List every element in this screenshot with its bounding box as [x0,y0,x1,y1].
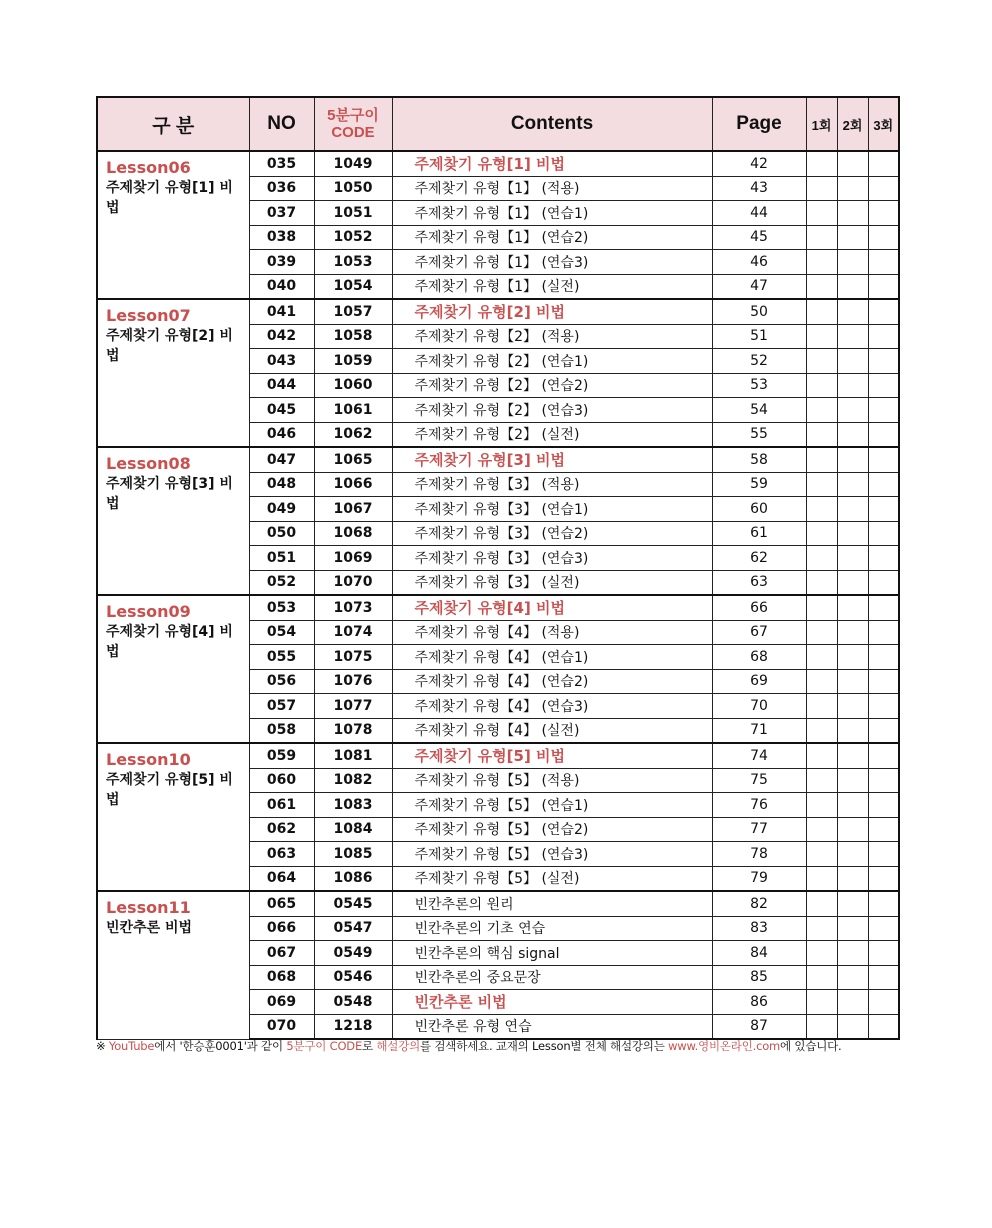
row-content: 빈칸추론의 핵심 signal [392,941,712,966]
round-2-checkbox[interactable] [837,250,868,275]
row-code: 1085 [314,842,392,867]
lesson-title: 주제찾기 유형[1] 비법 [106,180,233,216]
row-content: 주제찾기 유형【5】 (연습3) [392,842,712,867]
round-3-checkbox[interactable] [868,669,899,694]
row-code: 1052 [314,225,392,250]
row-page: 63 [712,570,806,595]
lesson-cell [97,891,249,1039]
round-3-checkbox[interactable] [868,842,899,867]
row-code: 1054 [314,274,392,299]
row-code: 1078 [314,718,392,743]
round-2-checkbox[interactable] [837,743,868,768]
round-1-checkbox[interactable] [806,299,837,324]
round-1-checkbox[interactable] [806,842,837,867]
header-page: Page [712,97,806,151]
round-3-checkbox[interactable] [868,768,899,793]
round-2-checkbox[interactable] [837,990,868,1015]
row-code: 0545 [314,891,392,916]
row-code: 1074 [314,620,392,645]
row-page: 58 [712,447,806,472]
round-1-checkbox[interactable] [806,497,837,522]
row-content: 주제찾기 유형[4] 비법 [392,595,712,620]
round-1-checkbox[interactable] [806,398,837,423]
round-1-checkbox[interactable] [806,447,837,472]
row-no: 065 [249,891,314,916]
row-content: 주제찾기 유형【4】 (연습3) [392,694,712,719]
round-1-checkbox[interactable] [806,941,837,966]
round-1-checkbox[interactable] [806,176,837,201]
row-content: 주제찾기 유형[1] 비법 [392,151,712,176]
row-code: 1051 [314,201,392,226]
row-content: 주제찾기 유형【4】 (실전) [392,718,712,743]
round-2-checkbox[interactable] [837,1014,868,1039]
row-content: 주제찾기 유형【4】 (연습1) [392,645,712,670]
round-1-checkbox[interactable] [806,916,837,941]
row-page: 51 [712,324,806,349]
round-3-checkbox[interactable] [868,620,899,645]
row-page: 86 [712,990,806,1015]
header-round-2: 2회 [837,97,868,151]
round-3-checkbox[interactable] [868,570,899,595]
curriculum-table [96,96,900,1040]
round-2-checkbox[interactable] [837,965,868,990]
row-content: 주제찾기 유형[3] 비법 [392,447,712,472]
round-2-checkbox[interactable] [837,620,868,645]
round-2-checkbox[interactable] [837,422,868,447]
round-1-checkbox[interactable] [806,866,837,891]
round-2-checkbox[interactable] [837,793,868,818]
round-1-checkbox[interactable] [806,891,837,916]
round-2-checkbox[interactable] [837,595,868,620]
round-3-checkbox[interactable] [868,176,899,201]
row-code: 1068 [314,521,392,546]
row-page: 67 [712,620,806,645]
row-page: 82 [712,891,806,916]
row-page: 78 [712,842,806,867]
row-content: 빈칸추론 비법 [392,990,712,1015]
row-page: 53 [712,373,806,398]
footnote-mark: ※ [96,1039,109,1053]
round-1-checkbox[interactable] [806,324,837,349]
row-page: 71 [712,718,806,743]
row-no: 044 [249,373,314,398]
round-2-checkbox[interactable] [837,521,868,546]
row-content: 주제찾기 유형【1】 (적용) [392,176,712,201]
row-no: 048 [249,472,314,497]
round-2-checkbox[interactable] [837,201,868,226]
round-2-checkbox[interactable] [837,497,868,522]
round-1-checkbox[interactable] [806,645,837,670]
round-1-checkbox[interactable] [806,718,837,743]
row-no: 056 [249,669,314,694]
row-code: 1084 [314,817,392,842]
row-no: 037 [249,201,314,226]
round-1-checkbox[interactable] [806,570,837,595]
row-content: 주제찾기 유형【2】 (연습2) [392,373,712,398]
round-3-checkbox[interactable] [868,349,899,374]
row-code: 1083 [314,793,392,818]
row-no: 041 [249,299,314,324]
round-3-checkbox[interactable] [868,324,899,349]
row-content: 주제찾기 유형【5】 (연습1) [392,793,712,818]
row-no: 069 [249,990,314,1015]
round-1-checkbox[interactable] [806,225,837,250]
footnote-youtube: YouTube [108,1039,155,1053]
table-row [97,891,899,916]
table-row [97,447,899,472]
round-2-checkbox[interactable] [837,151,868,176]
row-no: 035 [249,151,314,176]
row-page: 60 [712,497,806,522]
row-code: 0546 [314,965,392,990]
row-page: 76 [712,793,806,818]
round-3-checkbox[interactable] [868,793,899,818]
round-1-checkbox[interactable] [806,373,837,398]
round-3-checkbox[interactable] [868,472,899,497]
round-3-checkbox[interactable] [868,965,899,990]
round-3-checkbox[interactable] [868,990,899,1015]
row-no: 061 [249,793,314,818]
footnote-lecture: 해설강의 [376,1039,421,1053]
header-section: 구 분 [97,97,249,151]
row-content: 빈칸추론의 중요문장 [392,965,712,990]
row-no: 045 [249,398,314,423]
round-2-checkbox[interactable] [837,398,868,423]
round-2-checkbox[interactable] [837,866,868,891]
lesson-title: 주제찾기 유형[5] 비법 [106,772,233,808]
lesson-name: Lesson11 [106,898,191,917]
round-3-checkbox[interactable] [868,718,899,743]
row-code: 1059 [314,349,392,374]
row-page: 70 [712,694,806,719]
row-code: 1077 [314,694,392,719]
round-1-checkbox[interactable] [806,1014,837,1039]
round-2-checkbox[interactable] [837,768,868,793]
round-3-checkbox[interactable] [868,225,899,250]
row-no: 059 [249,743,314,768]
row-content: 주제찾기 유형【5】 (연습2) [392,817,712,842]
row-no: 043 [249,349,314,374]
lesson-cell [97,595,249,743]
round-2-checkbox[interactable] [837,299,868,324]
row-page: 68 [712,645,806,670]
row-page: 74 [712,743,806,768]
row-code: 0547 [314,916,392,941]
row-code: 1053 [314,250,392,275]
row-content: 주제찾기 유형【3】 (적용) [392,472,712,497]
round-1-checkbox[interactable] [806,422,837,447]
table-row [97,299,899,324]
round-1-checkbox[interactable] [806,817,837,842]
table-row [97,595,899,620]
row-no: 051 [249,546,314,571]
row-code: 1069 [314,546,392,571]
header-no: NO [249,97,314,151]
row-no: 058 [249,718,314,743]
row-content: 주제찾기 유형【2】 (연습3) [392,398,712,423]
round-2-checkbox[interactable] [837,916,868,941]
round-1-checkbox[interactable] [806,521,837,546]
row-page: 85 [712,965,806,990]
row-content: 주제찾기 유형[5] 비법 [392,743,712,768]
round-1-checkbox[interactable] [806,595,837,620]
row-no: 064 [249,866,314,891]
row-no: 054 [249,620,314,645]
row-content: 주제찾기 유형【1】 (연습3) [392,250,712,275]
footnote-code: 5분구이 CODE [286,1039,363,1053]
round-2-checkbox[interactable] [837,373,868,398]
table-row [97,743,899,768]
round-3-checkbox[interactable] [868,373,899,398]
row-code: 1049 [314,151,392,176]
lesson-title: 빈칸추론 비법 [106,920,193,936]
row-no: 063 [249,842,314,867]
row-page: 59 [712,472,806,497]
footnote-text-4: 에 있습니다. [780,1039,842,1053]
row-content: 주제찾기 유형【3】 (연습3) [392,546,712,571]
row-content: 주제찾기 유형【1】 (실전) [392,274,712,299]
round-3-checkbox[interactable] [868,866,899,891]
row-no: 055 [249,645,314,670]
row-code: 1082 [314,768,392,793]
row-code: 1060 [314,373,392,398]
lesson-name: Lesson07 [106,306,191,325]
round-2-checkbox[interactable] [837,447,868,472]
row-page: 43 [712,176,806,201]
row-code: 1058 [314,324,392,349]
round-2-checkbox[interactable] [837,669,868,694]
round-3-checkbox[interactable] [868,151,899,176]
row-code: 1067 [314,497,392,522]
footnote-site-link[interactable]: www.영비온라인.com [668,1039,781,1053]
lesson-name: Lesson10 [106,750,191,769]
round-1-checkbox[interactable] [806,201,837,226]
round-1-checkbox[interactable] [806,768,837,793]
round-2-checkbox[interactable] [837,891,868,916]
row-content: 주제찾기 유형【1】 (연습1) [392,201,712,226]
round-1-checkbox[interactable] [806,274,837,299]
row-content: 주제찾기 유형【3】 (실전) [392,570,712,595]
row-content: 주제찾기 유형【3】 (연습1) [392,497,712,522]
row-no: 053 [249,595,314,620]
footnote-text-3: 를 검색하세요. 교재의 Lesson별 전체 해설강의는 [420,1039,669,1053]
lesson-title: 주제찾기 유형[2] 비법 [106,328,233,364]
row-page: 79 [712,866,806,891]
round-1-checkbox[interactable] [806,250,837,275]
row-content: 빈칸추론 유형 연습 [392,1014,712,1039]
footnote-text-1: 에서 '한승훈0001'과 같이 [154,1039,287,1053]
round-3-checkbox[interactable] [868,447,899,472]
row-no: 046 [249,422,314,447]
row-code: 1065 [314,447,392,472]
round-1-checkbox[interactable] [806,965,837,990]
row-content: 빈칸추론의 기초 연습 [392,916,712,941]
row-code: 1081 [314,743,392,768]
round-3-checkbox[interactable] [868,422,899,447]
row-no: 066 [249,916,314,941]
row-no: 060 [249,768,314,793]
round-1-checkbox[interactable] [806,472,837,497]
row-code: 1062 [314,422,392,447]
header-round-1: 1회 [806,97,837,151]
row-no: 070 [249,1014,314,1039]
row-content: 주제찾기 유형【3】 (연습2) [392,521,712,546]
round-3-checkbox[interactable] [868,1014,899,1039]
footnote-text-2: 로 [362,1039,377,1053]
lesson-cell [97,151,249,299]
table-row [97,151,899,176]
row-code: 1061 [314,398,392,423]
row-page: 42 [712,151,806,176]
round-3-checkbox[interactable] [868,595,899,620]
row-page: 50 [712,299,806,324]
row-code: 1073 [314,595,392,620]
row-code: 1086 [314,866,392,891]
row-no: 047 [249,447,314,472]
row-page: 47 [712,274,806,299]
round-3-checkbox[interactable] [868,250,899,275]
row-page: 52 [712,349,806,374]
lesson-title: 주제찾기 유형[4] 비법 [106,624,233,660]
row-page: 84 [712,941,806,966]
row-content: 주제찾기 유형【5】 (실전) [392,866,712,891]
row-no: 042 [249,324,314,349]
row-no: 052 [249,570,314,595]
round-1-checkbox[interactable] [806,620,837,645]
row-page: 44 [712,201,806,226]
row-content: 주제찾기 유형【4】 (적용) [392,620,712,645]
row-page: 87 [712,1014,806,1039]
row-code: 1070 [314,570,392,595]
row-no: 038 [249,225,314,250]
round-3-checkbox[interactable] [868,916,899,941]
lesson-name: Lesson06 [106,158,191,177]
round-3-checkbox[interactable] [868,645,899,670]
round-3-checkbox[interactable] [868,299,899,324]
round-3-checkbox[interactable] [868,743,899,768]
row-code: 0548 [314,990,392,1015]
round-2-checkbox[interactable] [837,570,868,595]
round-2-checkbox[interactable] [837,842,868,867]
header-code: 5분구이 CODE [314,97,392,151]
row-code: 1050 [314,176,392,201]
row-content: 주제찾기 유형【1】 (연습2) [392,225,712,250]
round-3-checkbox[interactable] [868,891,899,916]
row-content: 주제찾기 유형【2】 (실전) [392,422,712,447]
table-body [97,151,899,1039]
row-no: 062 [249,817,314,842]
row-page: 55 [712,422,806,447]
round-3-checkbox[interactable] [868,398,899,423]
round-3-checkbox[interactable] [868,694,899,719]
round-1-checkbox[interactable] [806,546,837,571]
round-2-checkbox[interactable] [837,324,868,349]
lesson-title: 주제찾기 유형[3] 비법 [106,476,233,512]
round-2-checkbox[interactable] [837,176,868,201]
row-code: 1075 [314,645,392,670]
row-page: 83 [712,916,806,941]
round-3-checkbox[interactable] [868,274,899,299]
round-1-checkbox[interactable] [806,990,837,1015]
header-round-3: 3회 [868,97,899,151]
row-content: 주제찾기 유형【2】 (연습1) [392,349,712,374]
round-1-checkbox[interactable] [806,669,837,694]
row-no: 040 [249,274,314,299]
row-code: 1076 [314,669,392,694]
round-3-checkbox[interactable] [868,546,899,571]
row-page: 45 [712,225,806,250]
row-content: 주제찾기 유형[2] 비법 [392,299,712,324]
row-code: 1218 [314,1014,392,1039]
row-no: 036 [249,176,314,201]
row-page: 46 [712,250,806,275]
round-2-checkbox[interactable] [837,645,868,670]
row-code: 1057 [314,299,392,324]
lesson-cell [97,743,249,891]
round-3-checkbox[interactable] [868,941,899,966]
round-2-checkbox[interactable] [837,472,868,497]
round-1-checkbox[interactable] [806,151,837,176]
row-page: 75 [712,768,806,793]
row-code: 1066 [314,472,392,497]
round-1-checkbox[interactable] [806,743,837,768]
row-content: 주제찾기 유형【2】 (적용) [392,324,712,349]
round-3-checkbox[interactable] [868,817,899,842]
round-2-checkbox[interactable] [837,546,868,571]
lesson-cell [97,447,249,595]
row-no: 068 [249,965,314,990]
row-content: 주제찾기 유형【4】 (연습2) [392,669,712,694]
round-2-checkbox[interactable] [837,349,868,374]
footnote [96,1038,898,1054]
row-page: 62 [712,546,806,571]
row-content: 빈칸추론의 원리 [392,891,712,916]
lesson-name: Lesson08 [106,454,191,473]
row-content: 주제찾기 유형【5】 (적용) [392,768,712,793]
round-2-checkbox[interactable] [837,225,868,250]
row-page: 77 [712,817,806,842]
row-page: 66 [712,595,806,620]
round-1-checkbox[interactable] [806,349,837,374]
row-no: 049 [249,497,314,522]
row-page: 61 [712,521,806,546]
row-page: 69 [712,669,806,694]
round-2-checkbox[interactable] [837,941,868,966]
round-2-checkbox[interactable] [837,274,868,299]
row-no: 039 [249,250,314,275]
round-3-checkbox[interactable] [868,201,899,226]
row-no: 067 [249,941,314,966]
round-3-checkbox[interactable] [868,521,899,546]
lesson-cell [97,299,249,447]
round-3-checkbox[interactable] [868,497,899,522]
row-code: 0549 [314,941,392,966]
row-no: 057 [249,694,314,719]
row-page: 54 [712,398,806,423]
row-no: 050 [249,521,314,546]
round-1-checkbox[interactable] [806,694,837,719]
lesson-name: Lesson09 [106,602,191,621]
round-2-checkbox[interactable] [837,718,868,743]
header-row [97,97,899,151]
round-1-checkbox[interactable] [806,793,837,818]
round-2-checkbox[interactable] [837,817,868,842]
round-2-checkbox[interactable] [837,694,868,719]
header-contents: Contents [392,97,712,151]
